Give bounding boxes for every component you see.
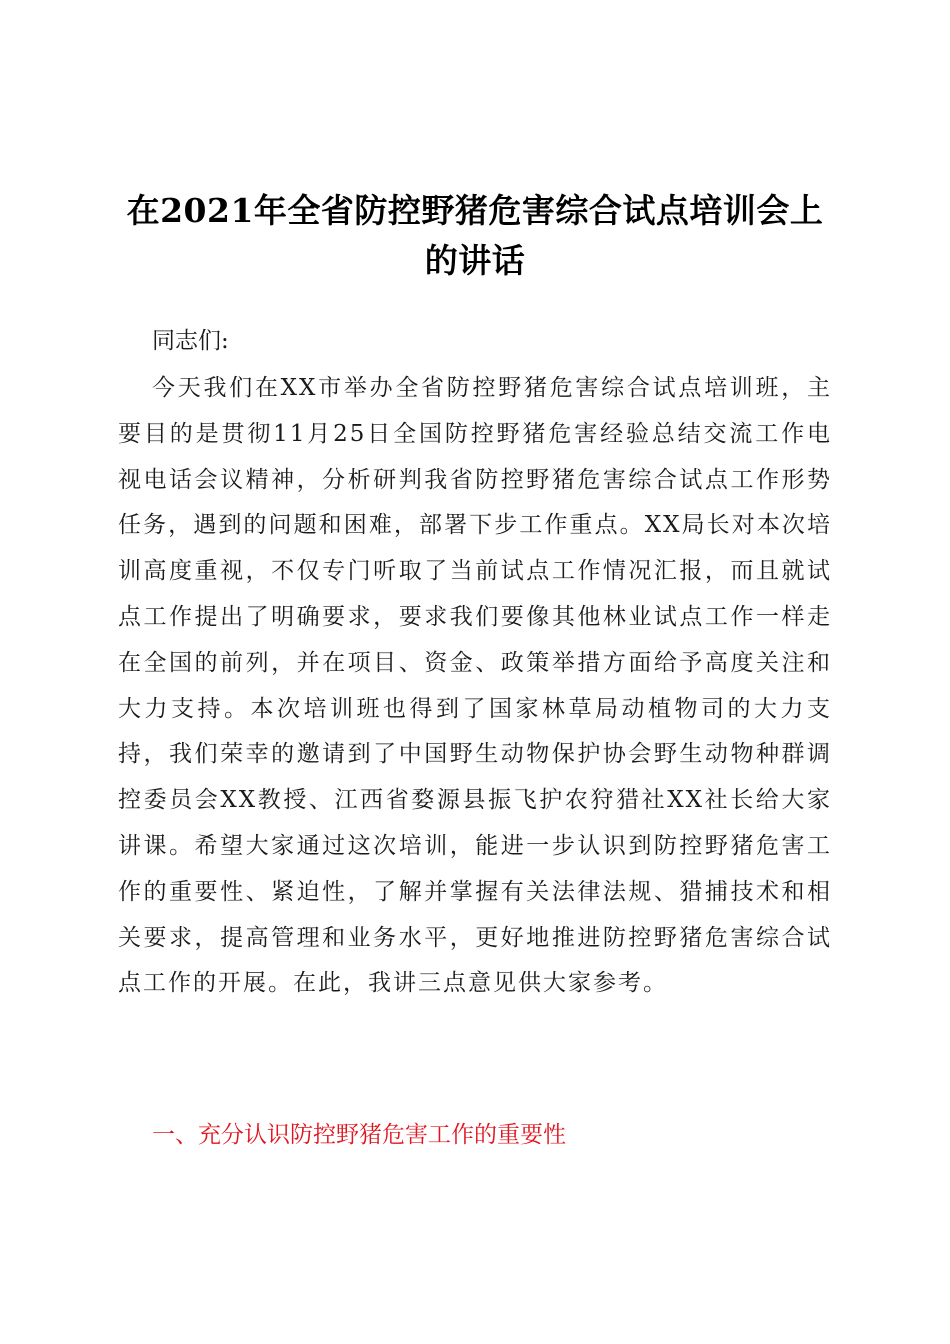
section-heading: 一、充分认识防控野猪危害工作的重要性 (152, 1122, 566, 1148)
salutation: 同志们: (152, 328, 229, 354)
body-paragraph: 今天我们在XX市举办全省防控野猪危害综合试点培训班，主要目的是贯彻11月25日全国防控野猪危害经验总结交流工作电视电话会议精神，分析研判我省防控野猪危害综合试点工作形势任务，遇到的问题和困难，部署下步工作重点。XX局长对本次培训高度重视，不仅专门听取了当前试点工作情况汇报，而且就试点工作提出了明确要求，要求我们要像其他林业试点工作一样走在全国的前列，并在项目、资金、政策举措方面给予高度关注和大力支持。本次培训班也得到了国家林草局动植物司的大力支持，我们荣幸的邀请到了中国野生动物保护协会野生动物种群调控委员会XX教授、江西省婺源县振飞护农狩猎社XX社长给大家讲课。希望大家通过这次培训，能进一步认识到防控野猪危害工作的重要性、紧迫性，了解并掌握有关法律法规、猎捕技术和相关要求，提高管理和业务水平，更好地推进防控野猪危害综合试点工作的开展。在此，我讲三点意见供大家参考。 (118, 375, 832, 997)
document-title: 在2021年全省防控野猪危害综合试点培训会上的讲话 (126, 191, 824, 280)
